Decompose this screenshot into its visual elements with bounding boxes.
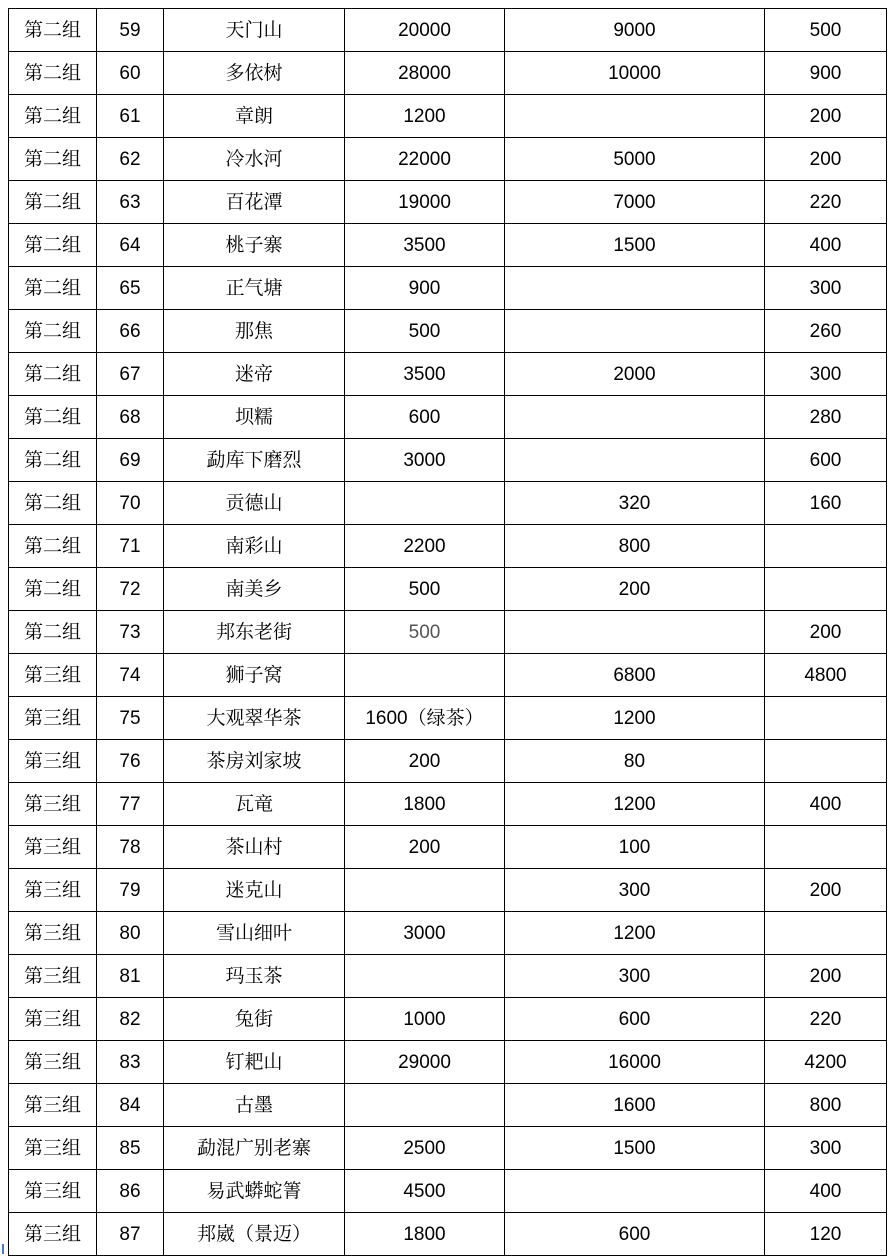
value3-cell: 4800 xyxy=(765,654,887,697)
value3-cell: 300 xyxy=(765,267,887,310)
group-cell: 第二组 xyxy=(9,181,97,224)
number-cell: 76 xyxy=(97,740,164,783)
value1-cell: 3000 xyxy=(345,912,505,955)
number-cell: 60 xyxy=(97,52,164,95)
value1-cell: 2200 xyxy=(345,525,505,568)
number-cell: 86 xyxy=(97,1170,164,1213)
name-cell: 邦崴（景迈） xyxy=(164,1213,345,1256)
number-cell: 84 xyxy=(97,1084,164,1127)
table-row xyxy=(9,52,887,95)
number-cell: 75 xyxy=(97,697,164,740)
value2-cell: 320 xyxy=(505,482,765,525)
value3-cell: 900 xyxy=(765,52,887,95)
number-cell: 68 xyxy=(97,396,164,439)
group-cell: 第三组 xyxy=(9,1170,97,1213)
value3-cell: 200 xyxy=(765,611,887,654)
table-row xyxy=(9,1127,887,1170)
group-cell: 第二组 xyxy=(9,224,97,267)
name-cell: 桃子寨 xyxy=(164,224,345,267)
value3-cell: 300 xyxy=(765,1127,887,1170)
value2-cell: 1200 xyxy=(505,783,765,826)
group-cell: 第二组 xyxy=(9,138,97,181)
value1-cell: 3500 xyxy=(345,353,505,396)
group-cell: 第三组 xyxy=(9,1213,97,1256)
table-row xyxy=(9,783,887,826)
table-row xyxy=(9,181,887,224)
value1-cell xyxy=(345,955,505,998)
table-row xyxy=(9,9,887,52)
group-cell: 第二组 xyxy=(9,568,97,611)
name-cell: 勐混广别老寨 xyxy=(164,1127,345,1170)
value1-cell: 600 xyxy=(345,396,505,439)
number-cell: 80 xyxy=(97,912,164,955)
group-cell: 第二组 xyxy=(9,9,97,52)
group-cell: 第三组 xyxy=(9,912,97,955)
value2-cell: 2000 xyxy=(505,353,765,396)
value3-cell xyxy=(765,525,887,568)
value2-cell xyxy=(505,396,765,439)
page-edge-marker xyxy=(2,1244,4,1254)
value2-cell: 5000 xyxy=(505,138,765,181)
number-cell: 61 xyxy=(97,95,164,138)
value3-cell xyxy=(765,826,887,869)
value3-cell: 160 xyxy=(765,482,887,525)
table-row xyxy=(9,95,887,138)
value3-cell: 120 xyxy=(765,1213,887,1256)
name-cell: 那焦 xyxy=(164,310,345,353)
value3-cell: 500 xyxy=(765,9,887,52)
value2-cell xyxy=(505,611,765,654)
table-row xyxy=(9,912,887,955)
value3-cell xyxy=(765,912,887,955)
value2-cell: 80 xyxy=(505,740,765,783)
group-cell: 第三组 xyxy=(9,1041,97,1084)
name-cell: 茶山村 xyxy=(164,826,345,869)
number-cell: 82 xyxy=(97,998,164,1041)
table-row xyxy=(9,482,887,525)
value3-cell: 220 xyxy=(765,998,887,1041)
group-cell: 第三组 xyxy=(9,740,97,783)
value1-cell: 900 xyxy=(345,267,505,310)
value1-cell: 1200 xyxy=(345,95,505,138)
value3-cell xyxy=(765,740,887,783)
table-row xyxy=(9,1084,887,1127)
name-cell: 百花潭 xyxy=(164,181,345,224)
table-row xyxy=(9,826,887,869)
value1-cell xyxy=(345,482,505,525)
value3-cell xyxy=(765,568,887,611)
number-cell: 81 xyxy=(97,955,164,998)
value3-cell: 400 xyxy=(765,224,887,267)
number-cell: 79 xyxy=(97,869,164,912)
name-cell: 南美乡 xyxy=(164,568,345,611)
name-cell: 兔街 xyxy=(164,998,345,1041)
number-cell: 85 xyxy=(97,1127,164,1170)
name-cell: 天门山 xyxy=(164,9,345,52)
number-cell: 72 xyxy=(97,568,164,611)
value1-cell: 28000 xyxy=(345,52,505,95)
group-cell: 第三组 xyxy=(9,783,97,826)
group-cell: 第三组 xyxy=(9,654,97,697)
group-cell: 第三组 xyxy=(9,697,97,740)
value2-cell xyxy=(505,267,765,310)
group-cell: 第三组 xyxy=(9,826,97,869)
value1-cell: 22000 xyxy=(345,138,505,181)
value2-cell: 1200 xyxy=(505,697,765,740)
value1-cell: 1600（绿茶） xyxy=(345,697,505,740)
value1-cell xyxy=(345,654,505,697)
group-cell: 第二组 xyxy=(9,353,97,396)
value1-cell: 3500 xyxy=(345,224,505,267)
name-cell: 玛玉茶 xyxy=(164,955,345,998)
value1-cell: 19000 xyxy=(345,181,505,224)
value2-cell: 6800 xyxy=(505,654,765,697)
value3-cell: 400 xyxy=(765,1170,887,1213)
value2-cell: 1600 xyxy=(505,1084,765,1127)
value2-cell: 1200 xyxy=(505,912,765,955)
table-row xyxy=(9,138,887,181)
value3-cell: 200 xyxy=(765,955,887,998)
value1-cell: 3000 xyxy=(345,439,505,482)
group-cell: 第二组 xyxy=(9,396,97,439)
value3-cell: 4200 xyxy=(765,1041,887,1084)
number-cell: 63 xyxy=(97,181,164,224)
value1-cell: 2500 xyxy=(345,1127,505,1170)
table-row xyxy=(9,654,887,697)
group-cell: 第三组 xyxy=(9,998,97,1041)
number-cell: 59 xyxy=(97,9,164,52)
value1-cell xyxy=(345,1084,505,1127)
number-cell: 66 xyxy=(97,310,164,353)
value2-cell: 300 xyxy=(505,955,765,998)
value2-cell xyxy=(505,439,765,482)
group-cell: 第二组 xyxy=(9,310,97,353)
value1-cell: 4500 xyxy=(345,1170,505,1213)
table-row xyxy=(9,998,887,1041)
group-cell: 第二组 xyxy=(9,611,97,654)
table-row xyxy=(9,1041,887,1084)
value3-cell: 300 xyxy=(765,353,887,396)
value2-cell: 16000 xyxy=(505,1041,765,1084)
value1-cell: 500 xyxy=(345,611,505,654)
value1-cell: 29000 xyxy=(345,1041,505,1084)
group-cell: 第三组 xyxy=(9,1084,97,1127)
value3-cell: 200 xyxy=(765,869,887,912)
group-cell: 第三组 xyxy=(9,955,97,998)
name-cell: 勐库下磨烈 xyxy=(164,439,345,482)
table-row xyxy=(9,525,887,568)
name-cell: 茶房刘家坡 xyxy=(164,740,345,783)
value3-cell: 400 xyxy=(765,783,887,826)
value3-cell: 200 xyxy=(765,95,887,138)
name-cell: 南彩山 xyxy=(164,525,345,568)
value2-cell: 1500 xyxy=(505,1127,765,1170)
number-cell: 70 xyxy=(97,482,164,525)
number-cell: 64 xyxy=(97,224,164,267)
name-cell: 迷帝 xyxy=(164,353,345,396)
name-cell: 易武蟒蛇箐 xyxy=(164,1170,345,1213)
group-cell: 第二组 xyxy=(9,439,97,482)
number-cell: 87 xyxy=(97,1213,164,1256)
table-body xyxy=(9,9,887,1256)
value3-cell: 200 xyxy=(765,138,887,181)
value3-cell: 220 xyxy=(765,181,887,224)
table-row xyxy=(9,697,887,740)
number-cell: 67 xyxy=(97,353,164,396)
name-cell: 坝糯 xyxy=(164,396,345,439)
name-cell: 狮子窝 xyxy=(164,654,345,697)
name-cell: 冷水河 xyxy=(164,138,345,181)
number-cell: 74 xyxy=(97,654,164,697)
table-row xyxy=(9,224,887,267)
group-cell: 第二组 xyxy=(9,482,97,525)
name-cell: 正气塘 xyxy=(164,267,345,310)
group-cell: 第二组 xyxy=(9,95,97,138)
table-row xyxy=(9,568,887,611)
table-row xyxy=(9,310,887,353)
value1-cell xyxy=(345,869,505,912)
value1-cell: 200 xyxy=(345,740,505,783)
table-row xyxy=(9,396,887,439)
value1-cell: 200 xyxy=(345,826,505,869)
name-cell: 邦东老街 xyxy=(164,611,345,654)
value3-cell: 800 xyxy=(765,1084,887,1127)
value1-cell: 1800 xyxy=(345,783,505,826)
number-cell: 77 xyxy=(97,783,164,826)
number-cell: 83 xyxy=(97,1041,164,1084)
group-cell: 第二组 xyxy=(9,525,97,568)
value3-cell: 600 xyxy=(765,439,887,482)
value3-cell xyxy=(765,697,887,740)
value2-cell xyxy=(505,95,765,138)
name-cell: 雪山细叶 xyxy=(164,912,345,955)
number-cell: 73 xyxy=(97,611,164,654)
value2-cell xyxy=(505,310,765,353)
table-row xyxy=(9,1170,887,1213)
name-cell: 钉耙山 xyxy=(164,1041,345,1084)
value3-cell: 280 xyxy=(765,396,887,439)
name-cell: 瓦竜 xyxy=(164,783,345,826)
value2-cell: 100 xyxy=(505,826,765,869)
value2-cell: 9000 xyxy=(505,9,765,52)
value1-cell: 500 xyxy=(345,310,505,353)
value2-cell: 600 xyxy=(505,998,765,1041)
group-cell: 第三组 xyxy=(9,1127,97,1170)
table-row xyxy=(9,869,887,912)
value2-cell: 800 xyxy=(505,525,765,568)
group-cell: 第二组 xyxy=(9,267,97,310)
name-cell: 贡德山 xyxy=(164,482,345,525)
name-cell: 章朗 xyxy=(164,95,345,138)
value2-cell: 10000 xyxy=(505,52,765,95)
value1-cell: 20000 xyxy=(345,9,505,52)
table-row xyxy=(9,955,887,998)
number-cell: 65 xyxy=(97,267,164,310)
name-cell: 迷克山 xyxy=(164,869,345,912)
number-cell: 69 xyxy=(97,439,164,482)
value2-cell: 200 xyxy=(505,568,765,611)
value1-cell: 500 xyxy=(345,568,505,611)
value2-cell: 600 xyxy=(505,1213,765,1256)
value2-cell: 7000 xyxy=(505,181,765,224)
table-row xyxy=(9,1213,887,1256)
name-cell: 古墨 xyxy=(164,1084,345,1127)
table-row xyxy=(9,439,887,482)
number-cell: 78 xyxy=(97,826,164,869)
name-cell: 大观翠华茶 xyxy=(164,697,345,740)
value2-cell: 1500 xyxy=(505,224,765,267)
table-row xyxy=(9,353,887,396)
number-cell: 71 xyxy=(97,525,164,568)
name-cell: 多依树 xyxy=(164,52,345,95)
number-cell: 62 xyxy=(97,138,164,181)
value3-cell: 260 xyxy=(765,310,887,353)
value1-cell: 1800 xyxy=(345,1213,505,1256)
table-row xyxy=(9,611,887,654)
value2-cell: 300 xyxy=(505,869,765,912)
group-cell: 第三组 xyxy=(9,869,97,912)
value1-cell: 1000 xyxy=(345,998,505,1041)
group-cell: 第二组 xyxy=(9,52,97,95)
table-row xyxy=(9,267,887,310)
data-table xyxy=(8,8,887,1256)
table-row xyxy=(9,740,887,783)
value2-cell xyxy=(505,1170,765,1213)
